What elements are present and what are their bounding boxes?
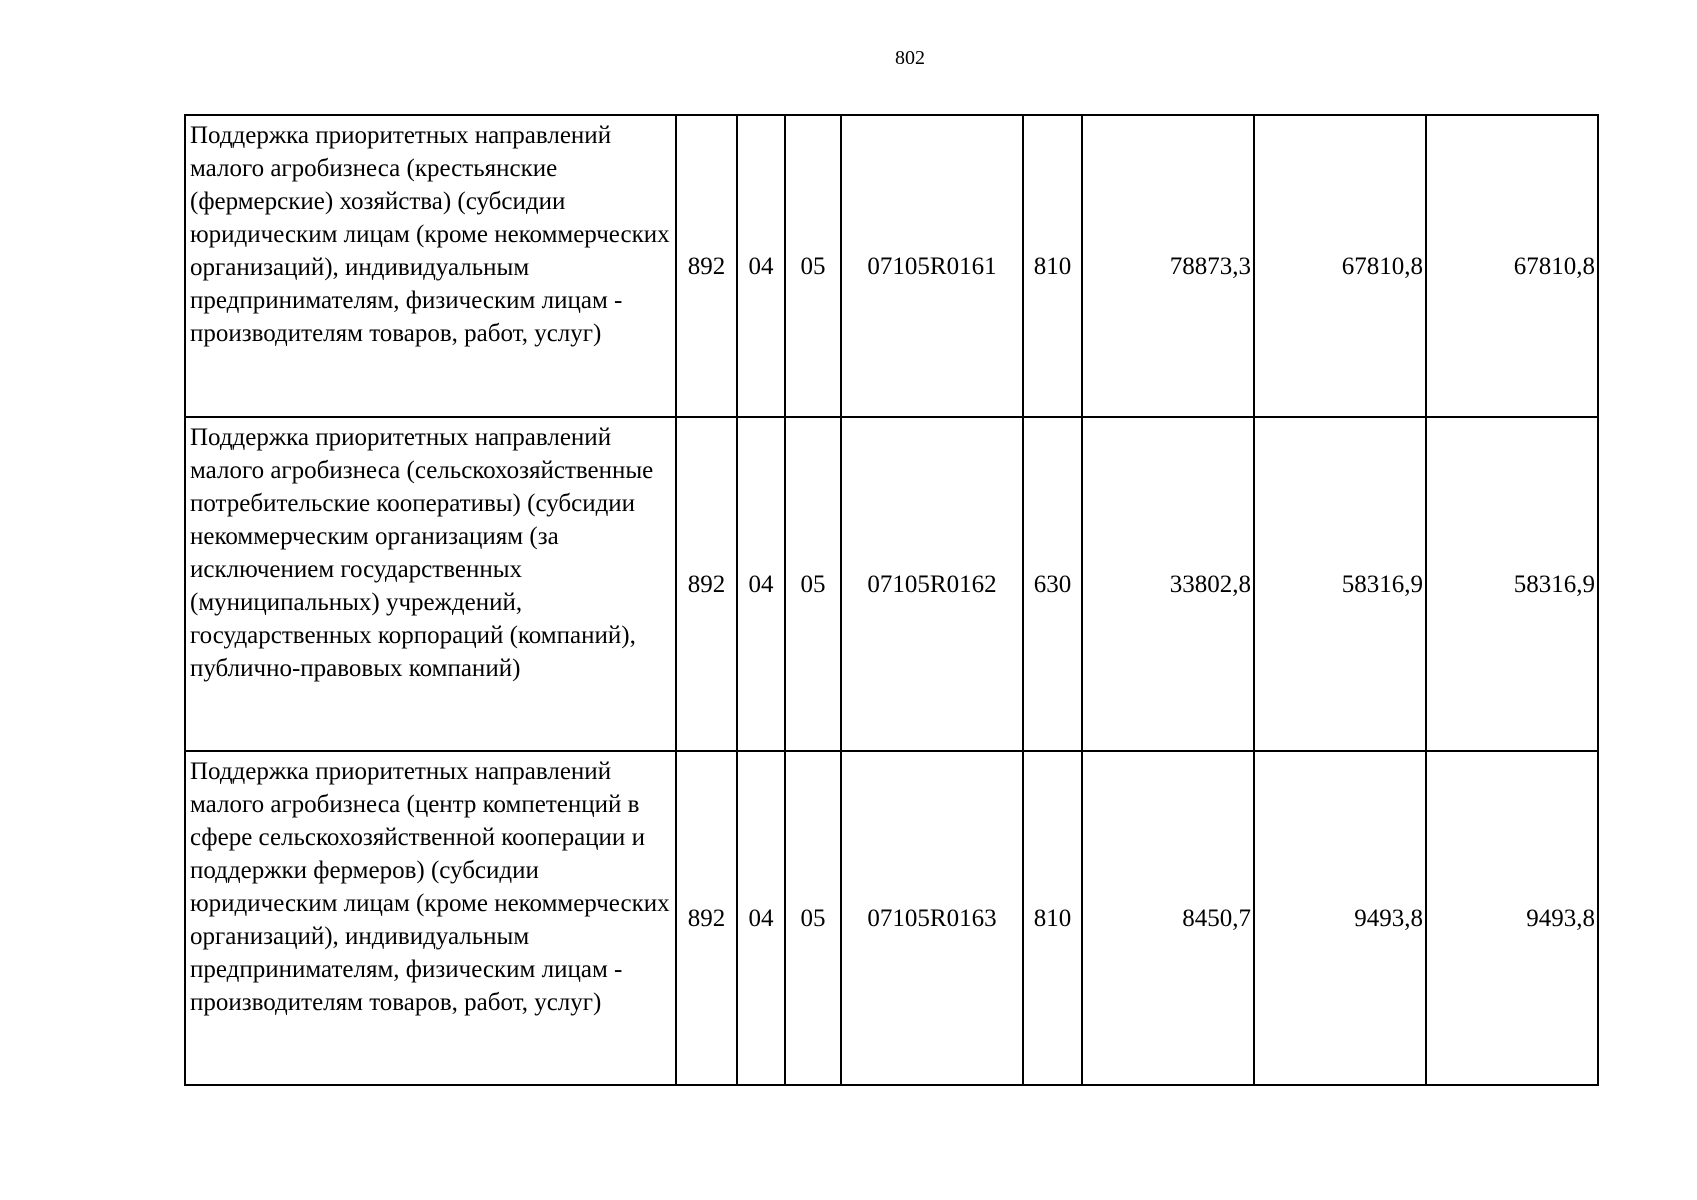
- budget-table: [184, 114, 1599, 1086]
- expense-type-code: 630: [1023, 417, 1082, 751]
- ministry-code: 892: [676, 751, 737, 1085]
- expense-type-code: 810: [1023, 115, 1082, 417]
- row-description: Поддержка приоритетных направлений малого агробизнеса (центр компетенций в сфере сельскохозяйственной кооперации и поддержки фермеров) (субсидии юридическим лицам (кроме некоммерческих организаций), индивидуальным предпринимателям, физическим лицам - производителям товаров, работ, услуг): [185, 751, 676, 1085]
- table-row: [185, 115, 1598, 417]
- amount-3: 67810,8: [1426, 115, 1598, 417]
- ministry-code: 892: [676, 417, 737, 751]
- subsection-code: 05: [785, 417, 841, 751]
- subsection-code: 05: [785, 751, 841, 1085]
- amount-1: 8450,7: [1082, 751, 1254, 1085]
- table-row: [185, 751, 1598, 1085]
- section-code: 04: [737, 751, 785, 1085]
- section-code: 04: [737, 115, 785, 417]
- amount-2: 9493,8: [1254, 751, 1426, 1085]
- row-description: Поддержка приоритетных направлений малого агробизнеса (крестьянские (фермерские) хозяйства) (субсидии юридическим лицам (кроме некоммерческих организаций), индивидуальным предпринимателям, физическим лицам - производителям товаров, работ, услуг): [185, 115, 676, 417]
- page-number: 802: [895, 47, 925, 69]
- row-description: Поддержка приоритетных направлений малого агробизнеса (сельскохозяйственные потребительские кооперативы) (субсидии некоммерческим организациям (за исключением государственных (муниципальных) учреждений, государственных корпораций (компаний), публично-правовых компаний): [185, 417, 676, 751]
- amount-1: 78873,3: [1082, 115, 1254, 417]
- target-article-code: 07105R0163: [841, 751, 1023, 1085]
- ministry-code: 892: [676, 115, 737, 417]
- expense-type-code: 810: [1023, 751, 1082, 1085]
- table-row: [185, 417, 1598, 751]
- subsection-code: 05: [785, 115, 841, 417]
- amount-2: 67810,8: [1254, 115, 1426, 417]
- amount-3: 9493,8: [1426, 751, 1598, 1085]
- section-code: 04: [737, 417, 785, 751]
- target-article-code: 07105R0161: [841, 115, 1023, 417]
- amount-2: 58316,9: [1254, 417, 1426, 751]
- target-article-code: 07105R0162: [841, 417, 1023, 751]
- amount-1: 33802,8: [1082, 417, 1254, 751]
- amount-3: 58316,9: [1426, 417, 1598, 751]
